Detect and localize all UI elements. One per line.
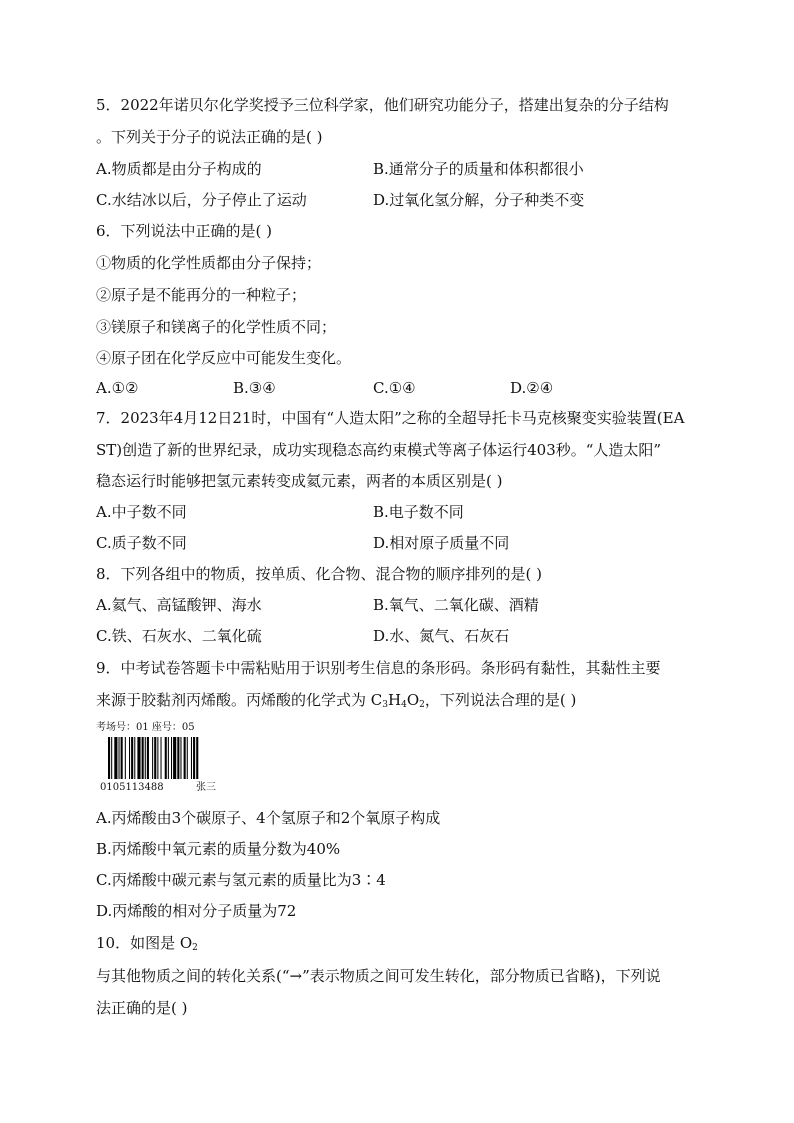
q9-formula-o-subscript: 2 — [419, 700, 425, 710]
barcode-header: 考场号：01 座号：05 — [96, 722, 195, 733]
barcode-bar — [173, 737, 176, 779]
q6-statement-4: ④原子团在化学反应中可能发生变化。 — [96, 349, 352, 367]
q10-stem-line3: 法正确的是( ) — [96, 999, 188, 1017]
barcode-bar — [108, 737, 110, 779]
q7-stem-line2: ST)创造了新的世界纪录，成功实现稳态高约束模式等离子体运行403秒。“人造太阳” — [96, 441, 662, 459]
q10-stem-line1 — [96, 933, 706, 953]
q7-option-d: D.相对原子质量不同 — [373, 534, 510, 552]
q7-option-b: B.电子数不同 — [373, 503, 464, 521]
barcode-bar — [137, 737, 140, 779]
barcode-bar — [161, 737, 162, 779]
q9-formula-c-subscript: 3 — [382, 700, 388, 710]
barcode-bar — [121, 737, 123, 779]
barcode-label — [96, 722, 236, 794]
barcode-bar — [165, 737, 167, 779]
barcode-bar — [114, 737, 117, 779]
barcode-bar — [134, 737, 135, 779]
barcode-bar — [145, 737, 146, 779]
barcode-bar — [131, 737, 133, 779]
barcode-bar — [196, 737, 198, 779]
barcode-bar — [111, 737, 112, 779]
barcode-bar — [129, 737, 130, 779]
q8-option-a: A.氦气、高锰酸钾、海水 — [96, 596, 262, 614]
q6-stem: 6．下列说法中正确的是( ) — [96, 222, 273, 240]
q6-option-c: C.①④ — [373, 379, 416, 397]
barcode-number: 0105113488 — [100, 782, 164, 793]
q9-option-d: D.丙烯酸的相对分子质量为72 — [96, 902, 297, 920]
q9-option-a: A.丙烯酸由3个碳原子、4个氢原子和2个氧原子构成 — [96, 809, 441, 827]
q6-statement-1: ①物质的化学性质都由分子保持； — [96, 254, 322, 272]
q6-statement-2: ②原子是不能再分的一种粒子； — [96, 286, 307, 304]
q5-stem-line2: 。下列关于分子的说法正确的是( ) — [96, 128, 323, 146]
q10-stem-line2: 与其他物质之间的转化关系(“→”表示物质之间可发生转化，部分物质已省略)，下列说 — [96, 967, 661, 985]
q9-stem-line1: 9．中考试卷答题卡中需粘贴用于识别考生信息的条形码。条形码有黏性，其黏性主要 — [96, 659, 661, 677]
barcode-bar — [168, 737, 169, 779]
q7-option-c: C.质子数不同 — [96, 534, 187, 552]
barcode-bar — [193, 737, 195, 779]
q5-option-b: B.通常分子的质量和体积都很小 — [373, 160, 584, 178]
q8-stem: 8．下列各组中的物质，按单质、化合物、混合物的顺序排列的是( ) — [96, 565, 543, 583]
q7-stem-line1: 7．2023年4月12日21时，中国有“人造太阳”之称的全超导托卡马克核聚变实验装置(EA — [96, 409, 685, 427]
q10-o2-subscript: 2 — [192, 943, 198, 953]
q8-option-b: B.氧气、二氧化碳、酒精 — [373, 596, 539, 614]
q10-stem-line1-pre: 10．如图是 O — [96, 934, 193, 952]
barcode-bar — [147, 737, 149, 779]
barcode-bar — [152, 737, 153, 779]
barcode-bar — [191, 737, 192, 779]
q8-option-d: D.水、氮气、石灰石 — [373, 627, 510, 645]
q9-formula-h: H — [387, 691, 402, 709]
q7-option-a: A.中子数不同 — [96, 503, 187, 521]
barcode-bar — [154, 737, 156, 779]
q8-option-c: C.铁、石灰水、二氧化硫 — [96, 627, 262, 645]
barcode-bar — [184, 737, 186, 779]
barcode-bar — [142, 737, 144, 779]
q9-option-c: C.丙烯酸中碳元素与氢元素的质量比为3∶4 — [96, 871, 386, 889]
barcode-bar — [171, 737, 172, 779]
q9-stem-line2-pre: 来源于胶黏剂丙烯酸。丙烯酸的化学式为 C — [96, 691, 383, 709]
q5-option-d: D.过氧化氢分解，分子种类不变 — [373, 191, 585, 209]
q5-option-c: C.水结冰以后，分子停止了运动 — [96, 191, 307, 209]
barcode-bar — [157, 737, 158, 779]
q9-formula-o: O — [406, 691, 420, 709]
q6-statement-3: ③镁原子和镁离子的化学性质不同； — [96, 318, 337, 336]
barcode-bar — [119, 737, 120, 779]
q7-stem-line3: 稳态运行时能够把氢元素转变成氦元素，两者的本质区别是( ) — [96, 472, 503, 490]
barcode-bar — [125, 737, 126, 779]
q9-stem-line2-post: ，下列说法合理的是( ) — [424, 691, 577, 709]
barcode-bar — [177, 737, 179, 779]
barcode-image — [108, 737, 224, 779]
barcode-name: 张三 — [196, 782, 216, 793]
q5-option-a: A.物质都是由分子构成的 — [96, 160, 262, 178]
q9-formula-h-subscript: 4 — [401, 700, 407, 710]
q9-option-b: B.丙烯酸中氧元素的质量分数为40% — [96, 840, 341, 858]
barcode-bar — [187, 737, 188, 779]
barcode-bar — [180, 737, 181, 779]
q6-option-a: A.①② — [96, 379, 139, 397]
q9-stem-line2 — [96, 690, 706, 710]
q5-stem-line1: 5．2022年诺贝尔化学奖授予三位科学家，他们研究功能分子，搭建出复杂的分子结构 — [96, 96, 669, 114]
q6-option-d: D.②④ — [510, 379, 554, 397]
q6-option-b: B.③④ — [233, 379, 276, 397]
